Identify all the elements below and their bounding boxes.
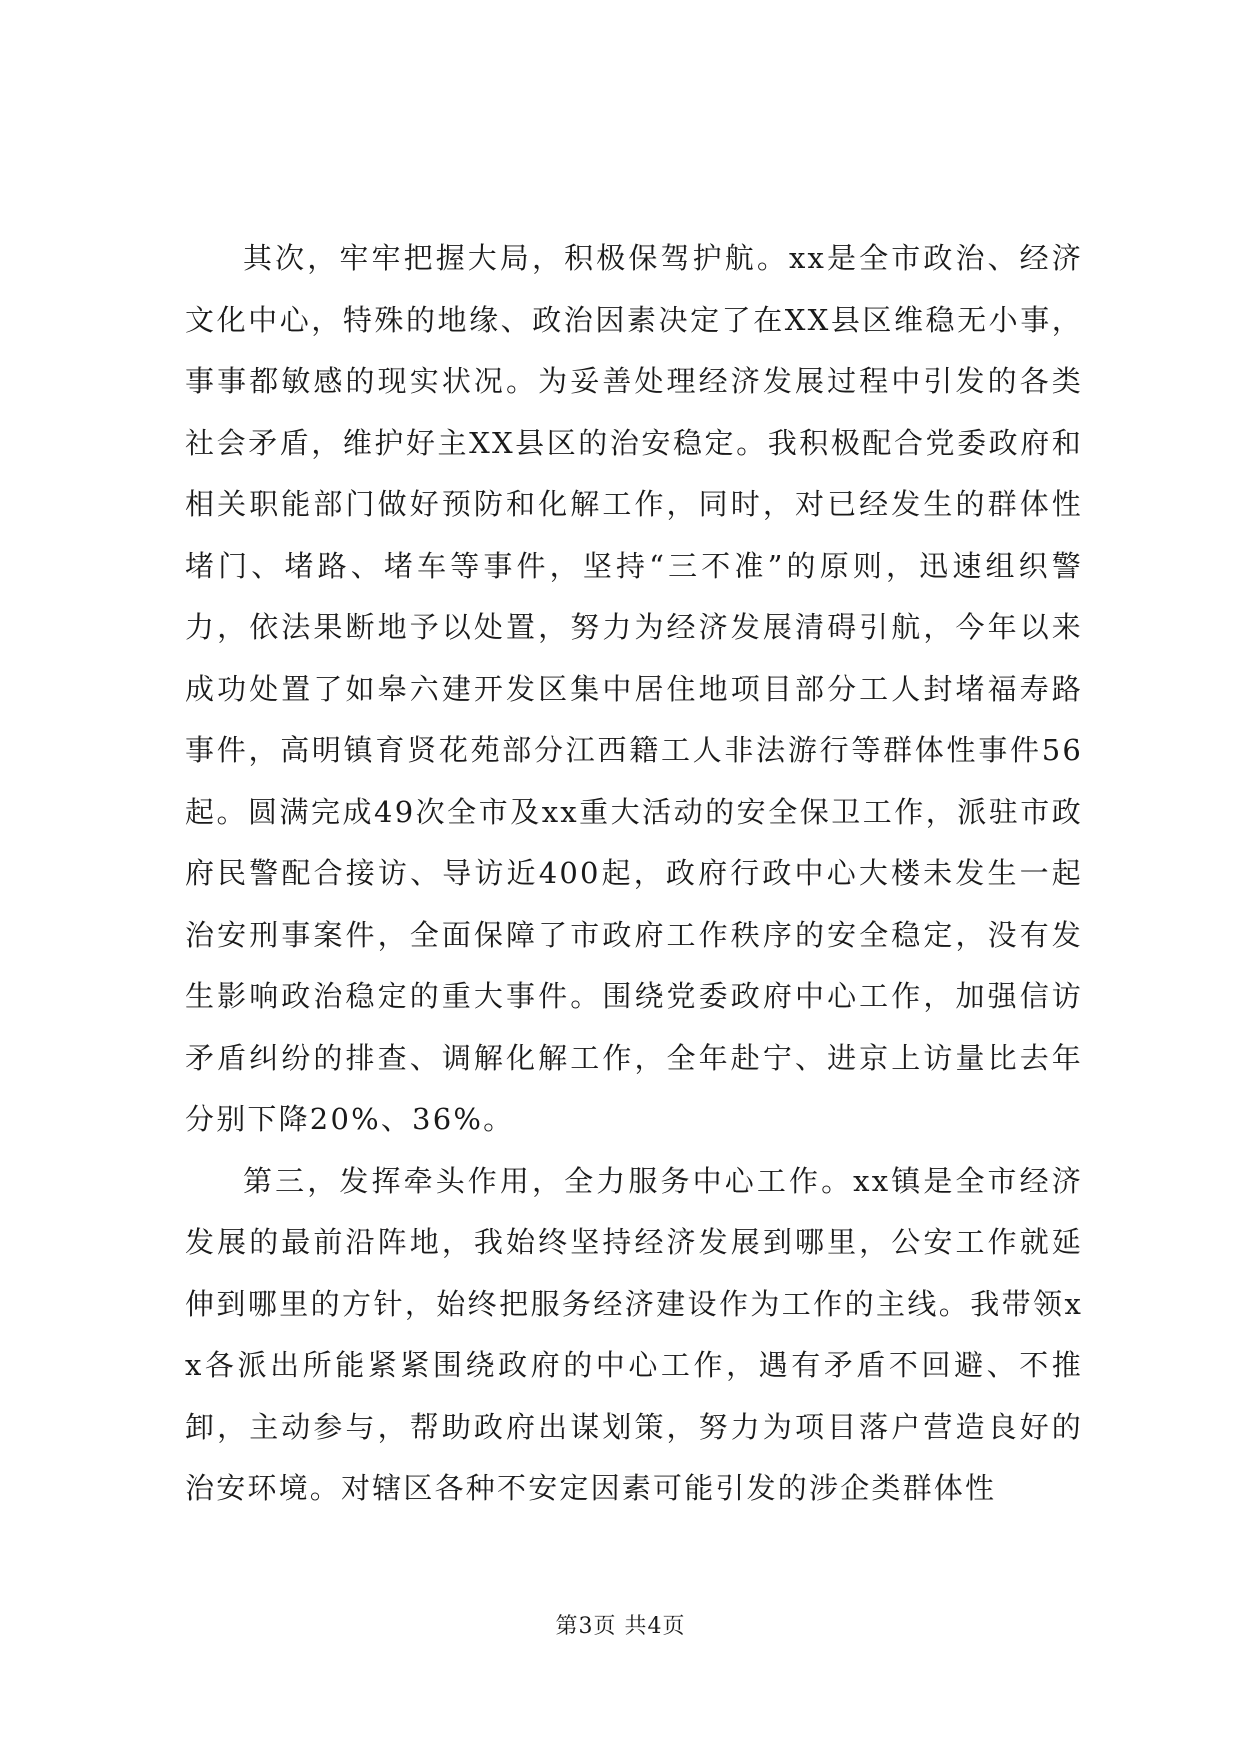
document-body [185, 228, 1083, 1520]
paragraph-second-point: 其次，牢牢把握大局，积极保驾护航。xx是全市政治、经济文化中心，特殊的地缘、政治因素决定了在XX县区维稳无小事，事事都敏感的现实状况。为妥善处理经济发展过程中引发的各类社会矛盾，维护好主XX县区的治安稳定。我积极配合党委政府和相关职能部门做好预防和化解工作，同时，对已经发生的群体性堵门、堵路、堵车等事件，坚持“三不准”的原则，迅速组织警力，依法果断地予以处置，努力为经济发展清碍引航，今年以来成功处置了如皋六建开发区集中居住地项目部分工人封堵福寿路事件，高明镇育贤花苑部分江西籍工人非法游行等群体性事件56起。圆满完成49次全市及xx重大活动的安全保卫工作，派驻市政府民警配合接访、导访近400起，政府行政中心大楼未发生一起治安刑事案件，全面保障了市政府工作秩序的安全稳定，没有发生影响政治稳定的重大事件。围绕党委政府中心工作，加强信访矛盾纠纷的排查、调解化解工作，全年赴宁、进京上访量比去年分别下降20%、36%。 [185, 241, 1083, 1136]
page-number-footer: 第3页 共4页 [555, 1614, 686, 1639]
paragraph-third-point: 第三，发挥牵头作用，全力服务中心工作。xx镇是全市经济发展的最前沿阵地，我始终坚持经济发展到哪里，公安工作就延伸到哪里的方针，始终把服务经济建设作为工作的主线。我带领xx各派出所能紧紧围绕政府的中心工作，遇有矛盾不回避、不推卸，主动参与，帮助政府出谋划策，努力为项目落户营造良好的治安环境。对辖区各种不安定因素可能引发的涉企类群体性 [185, 1163, 1083, 1505]
